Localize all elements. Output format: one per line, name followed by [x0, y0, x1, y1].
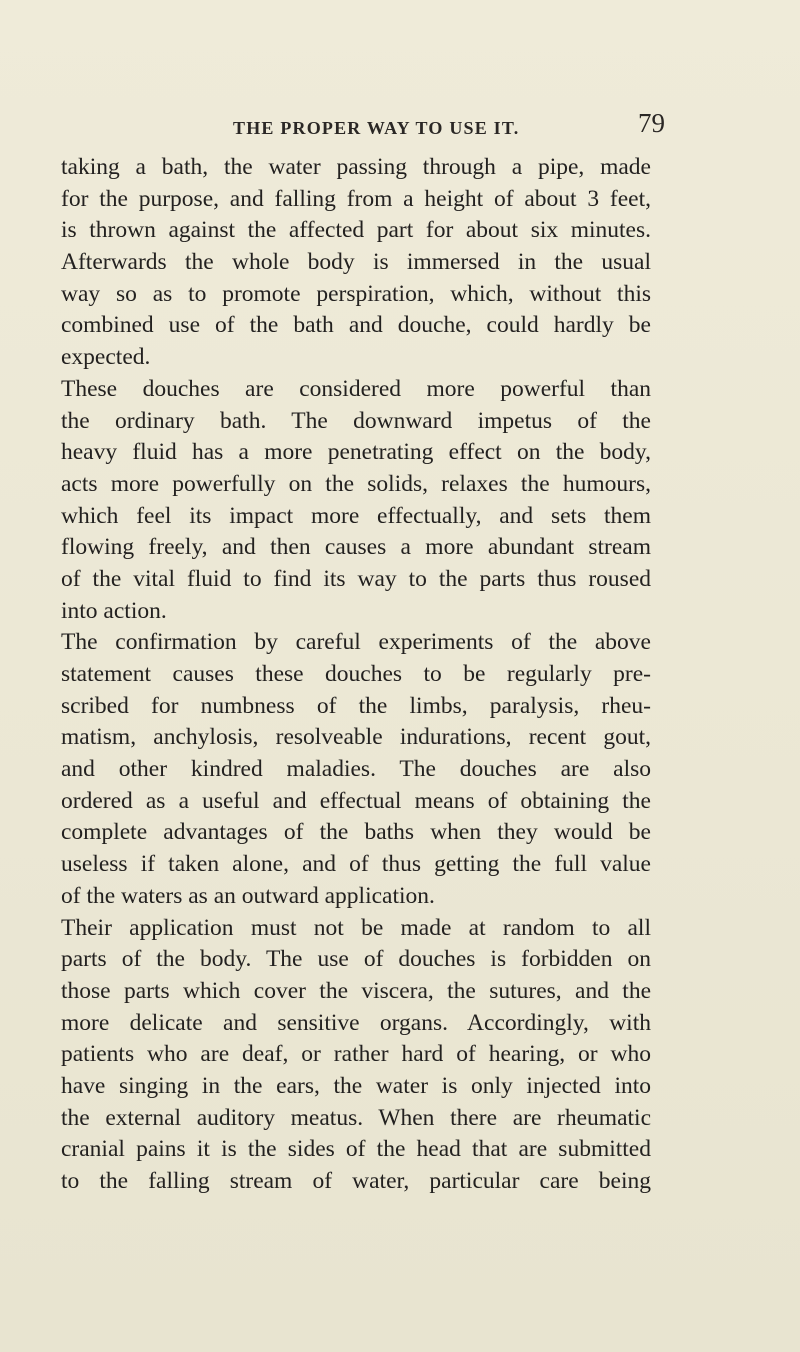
body-text [61, 152, 651, 1198]
text-line: complete advantages of the baths when they would be [61, 819, 651, 846]
text-line: statement causes these douches to be regularly pre- [61, 661, 651, 687]
text-line: way so as to promote perspiration, which, without this [61, 280, 651, 307]
page-number: 79 [638, 108, 665, 138]
text-line: flowing freely, and then causes a more abundant stream [61, 534, 651, 561]
text-line: expected. [61, 344, 151, 371]
text-line: taking a bath, the water passing through a pipe, made [61, 154, 651, 180]
text-line: of the waters as an outward application. [61, 882, 435, 909]
text-line: which feel its impact more effectually, and sets them [61, 502, 651, 529]
text-line: patients who are deaf, or rather hard of hearing, or who [61, 1041, 651, 1068]
text-line: into action. [61, 597, 167, 624]
text-line: is thrown against the affected part for about six minutes. [61, 217, 651, 244]
text-line: to the falling stream of water, particular care being [61, 1168, 651, 1194]
text-line: the external auditory meatus. When there are rheumatic [61, 1104, 651, 1131]
text-line: of the vital fluid to find its way to the parts thus roused [61, 565, 651, 592]
text-line: These douches are considered more powerful than [61, 375, 651, 402]
text-line: scribed for numbness of the limbs, paralysis, rheu- [61, 692, 651, 719]
text-line: The confirmation by careful experiments of the above [61, 629, 651, 656]
text-line: those parts which cover the viscera, the sutures, and the [61, 977, 651, 1004]
text-line: Afterwards the whole body is immersed in the usual [61, 249, 651, 276]
text-line: more delicate and sensitive organs. Accordingly, with [61, 1009, 651, 1036]
text-line: combined use of the bath and douche, could hardly be [61, 312, 651, 339]
text-line: heavy fluid has a more penetrating effect on the body, [61, 439, 651, 466]
text-line: acts more powerfully on the solids, relaxes the humours, [61, 470, 651, 497]
text-line: for the purpose, and falling from a height of about 3 feet, [61, 185, 651, 212]
text-line: and other kindred maladies. The douches are also [61, 756, 651, 783]
text-line: the ordinary bath. The downward impetus of the [61, 407, 651, 434]
text-line: have singing in the ears, the water is only injected into [61, 1072, 651, 1099]
text-line: parts of the body. The use of douches is forbidden on [61, 946, 651, 973]
text-line: cranial pains it is the sides of the head that are submitted [61, 1136, 651, 1163]
running-title: THE PROPER WAY TO USE IT. [233, 118, 520, 138]
text-line: Their application must not be made at random to all [61, 914, 651, 941]
text-line: ordered as a useful and effectual means of obtaining the [61, 787, 651, 814]
text-line: useless if taken alone, and of thus getting the full value [61, 851, 651, 878]
text-line: matism, anchylosis, resolveable indurations, recent gout, [61, 724, 651, 751]
